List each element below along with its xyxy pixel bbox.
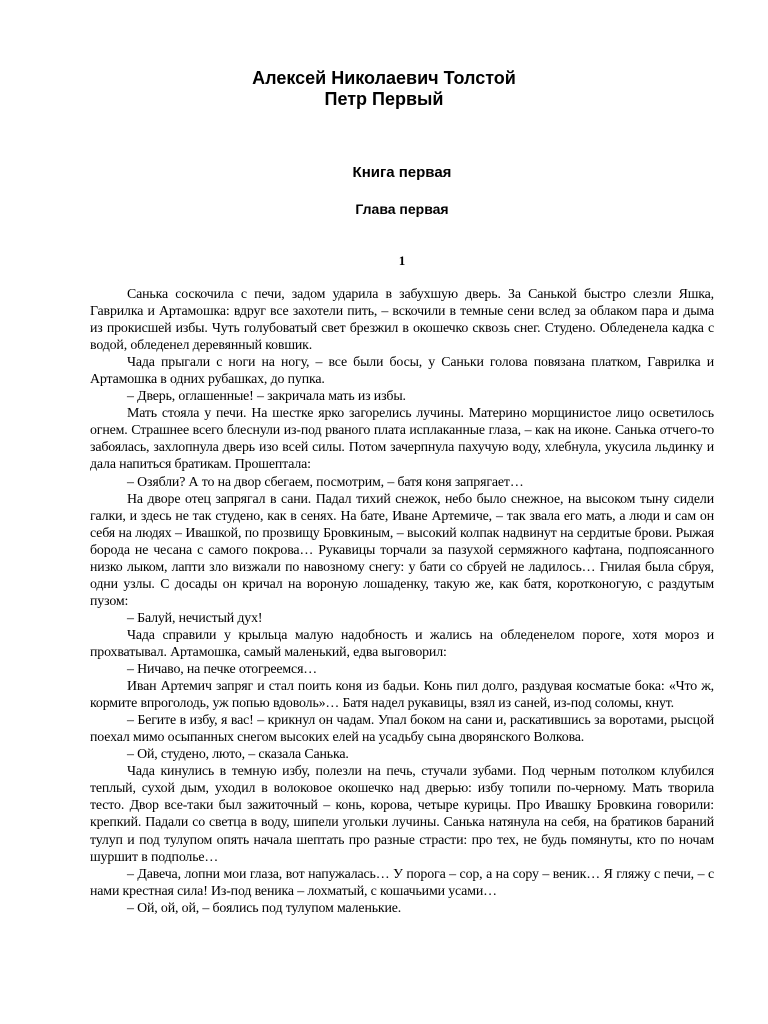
book-title: Петр Первый <box>324 89 444 109</box>
paragraph: – Ничаво, на печке отогреемся… <box>127 662 318 678</box>
paragraph: – Ой, студено, люто, – сказала Санька. <box>127 747 349 763</box>
paragraph: – Бегите в избу, я вас! – крикнул он чадам. Упал боком на сани и, раскатившись за воротами, рысцой поехал мимо осыпанных снегом высоких елей на усадьбу сына дворянского Волкова. <box>90 713 714 746</box>
paragraph: Чада кинулись в темную избу, полезли на печь, стучали зубами. Под черным потолком клубился теплый, сухой дым, уходил в волоковое окошечко над дверью: избу топили по-черному. Мать творила тесто. Двор все-таки был зажиточный – конь, корова, четыре курицы. Про Ивашку Бровкина говорили: крепкий. Падали со светца в воду, шипели угольки лучины. Санька натянула на себя, на братиков бараний тулуп и под тулупом опять начала шептать про разные страсти: про тех, не будь помянуты, кто по ночам шуршит в подполье… <box>90 764 714 865</box>
paragraph: На дворе отец запрягал в сани. Падал тихий снежок, небо было снежное, на высоком тыну сидели галки, и здесь не так студено, как в сенях. На бате, Иване Артемиче, – так звала его мать, а люди и сам он себя на людях – Ивашкой, по прозвищу Бровкиным, – высокий колпак надвинут на сердитые брови. Рыжая борода не чесана с самого покрова… Рукавицы торчали за пазухой сермяжного кафтана, подпоясанного низко лыком, лапти зло визжали по навозному снегу: у бати со сбруей не ладилось… Гнилая была сбруя, одни узлы. С досады он кричал на вороную лошаденку, такую же, как батя, коротконогую, с раздутым пузом: <box>90 491 714 609</box>
author-name: Алексей Николаевич Толстой <box>252 68 516 88</box>
paragraph: – Дверь, оглашенные! – закричала мать из избы. <box>127 389 406 405</box>
paragraph: – Балуй, нечистый дух! <box>127 610 263 626</box>
paragraph: – Ой, ой, ой, – боялись под тулупом маленькие. <box>127 900 402 916</box>
body-text <box>90 286 714 917</box>
paragraph: Иван Артемич запряг и стал поить коня из бадьи. Конь пил долго, раздувая косматые бока: «Что ж, кормите впроголодь, уж попью вдоволь»… Батя надел рукавицы, взял из саней, из-под соломы, кнут. <box>90 679 714 712</box>
paragraph: – Давеча, лопни мои глаза, вот напужалась… У порога – сор, а на сору – веник… Я гляжу с печи, – с нами крестная сила! Из-под веника – лохматый, с кошачьими усами… <box>90 866 714 899</box>
part-heading: Книга первая <box>352 164 452 181</box>
paragraph: Чада справили у крыльца малую надобность и жались на обледенелом пороге, хотя мороз и прохватывал. Артамошка, самый маленький, едва выговорил: <box>90 627 714 660</box>
paragraph: Санька соскочила с печи, задом ударила в забухшую дверь. За Санькой быстро слезли Яшка, Гаврилка и Артамошка: вдруг все захотели пить, – вскочили в темные сени вслед за облаком пара и дыма из прокисшей избы. Чуть голубоватый свет брезжил в окошечко сквозь снег. Студено. Обледенела кадка с водой, обледенел деревянный ковшик. <box>90 287 714 354</box>
paragraph: Мать стояла у печи. На шестке ярко загорелись лучины. Материно морщинистое лицо осветилось огнем. Страшнее всего блеснули из-под рваного плата исплаканные глаза, – как на иконе. Санька отчего-то забоялась, захлопнула дверь изо всей силы. Потом зачерпнула пахучую воду, хлебнула, укусила льдинку и дала напиться братикам. Прошептала: <box>90 406 714 473</box>
paragraph: Чада прыгали с ноги на ногу, – все были босы, у Саньки голова повязана платком, Гаврилка и Артамошка в одних рубашках, до пупка. <box>90 355 714 388</box>
section-number: 1 <box>398 253 406 268</box>
paragraph: – Озябли? А то на двор сбегаем, посмотрим, – батя коня запрягает… <box>127 474 524 490</box>
chapter-heading: Глава первая <box>355 201 449 217</box>
